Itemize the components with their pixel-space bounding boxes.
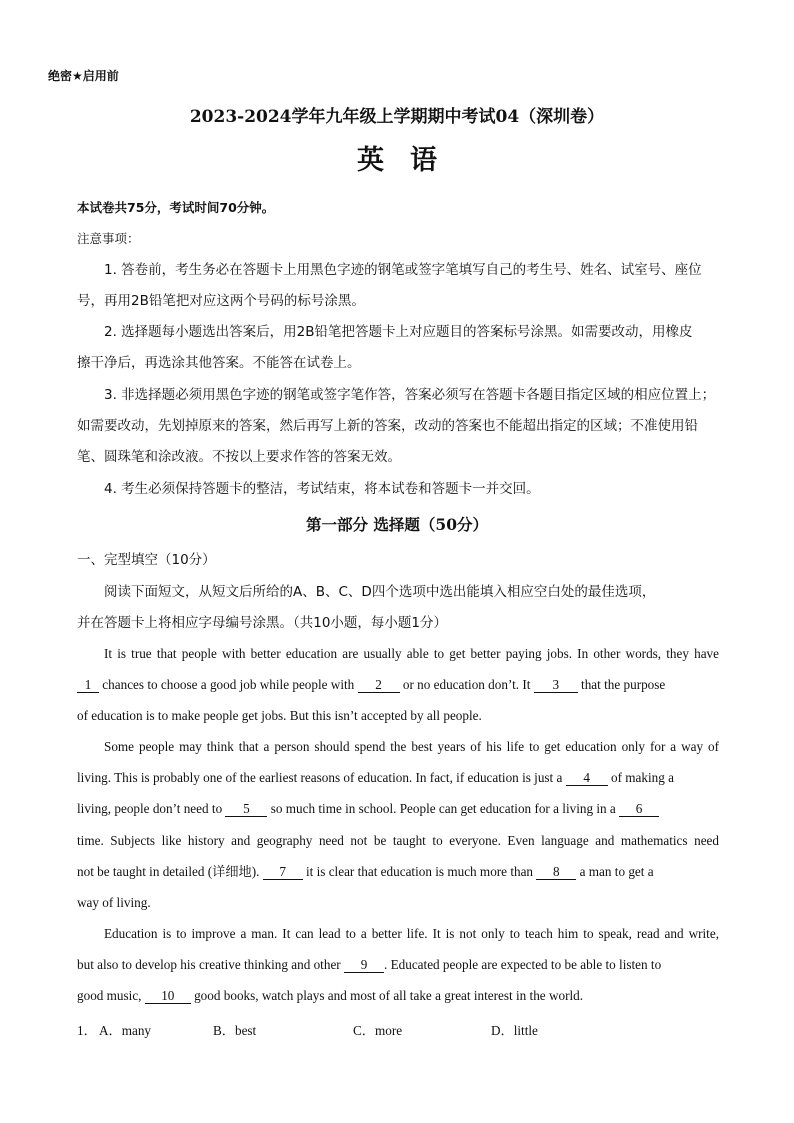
notice-4: 4. 考生必须保持答题卡的整洁，考试结束，将本试卷和答题卡一并交回。: [104, 481, 540, 497]
exam-title: 2023-2024学年九年级上学期期中考试04（深圳卷）: [189, 107, 605, 127]
blank-2[interactable]: 2: [358, 677, 400, 693]
passage-p1-line-1: It is true that people with better education are usually able to get better paying jobs. In other words, they have: [104, 646, 719, 661]
text-segment: good books, watch plays and most of all take a great interest in the world.: [190, 988, 584, 1003]
passage-p2-line-1: Some people may think that a person should spend the best years of his life to get education only for a way of: [104, 739, 719, 754]
instruction-line-2: 并在答题卡上将相应字母编号涂黑。（共10小题，每小题1分）: [77, 615, 448, 631]
notice-1-line-1: 1. 答卷前，考生务必在答题卡上用黑色字迹的钢笔或签字笔填写自己的考生号、姓名、试室号、座位: [104, 262, 702, 278]
text-segment: good music,: [77, 988, 145, 1003]
text-segment: living, people don’t need to: [77, 801, 226, 816]
text-segment: that the purpose: [577, 677, 666, 692]
text-segment: living. This is probably one of the earliest reasons of education. In fact, if education is just a: [77, 770, 566, 785]
notice-2-line-1: 2. 选择题每小题选出答案后，用2B铅笔把答题卡上对应题目的答案标号涂黑。如需要改动，用橡皮: [104, 324, 693, 340]
text-segment: not be taught in detailed (详细地).: [77, 864, 263, 879]
notice-title: 注意事项：: [77, 231, 140, 246]
text-segment: so much time in school. People can get education for a living in a: [267, 801, 620, 816]
passage-p3-line-1: Education is to improve a man. It can lead to a better life. It is not only to teach him to speak, read and write,: [104, 926, 719, 941]
text-segment: but also to develop his creative thinking and other: [77, 957, 344, 972]
notice-3-line-3: 笔、圆珠笔和涂改液。不按以上要求作答的答案无效。: [77, 449, 401, 465]
blank-8[interactable]: 8: [536, 864, 576, 880]
notice-2-line-2: 擦干净后，再选涂其他答案。不能答在试卷上。: [77, 355, 361, 371]
subject-title: 英语: [357, 145, 463, 176]
text-segment: or no education don’t. It: [399, 677, 534, 692]
instruction-line-1: 阅读下面短文，从短文后所给的A、B、C、D四个选项中选出能填入相应空白处的最佳选项，: [104, 584, 656, 600]
blank-3[interactable]: 3: [534, 677, 578, 693]
passage-p2-line-2: [77, 769, 719, 787]
passage-p2-line-5: [77, 863, 719, 881]
passage-p2-line-3: [77, 800, 719, 818]
blank-6[interactable]: 6: [619, 801, 659, 817]
part-title: 一、完型填空（10分）: [77, 552, 216, 568]
passage-p2-line-6: way of living.: [77, 895, 151, 910]
blank-1[interactable]: 1: [77, 677, 99, 693]
option-d[interactable]: D．little: [491, 1023, 538, 1038]
blank-7[interactable]: 7: [263, 864, 303, 880]
option-c[interactable]: C．more: [353, 1023, 403, 1038]
notice-3-line-1: 3. 非选择题必须用黑色字迹的钢笔或签字笔作答，答案必须写在答题卡各题目指定区域的相应位置上；: [104, 387, 716, 403]
notice-1-line-2: 号，再用2B铅笔把对应这两个号码的标号涂黑。: [77, 293, 365, 309]
text-segment: of making a: [607, 770, 674, 785]
blank-5[interactable]: 5: [225, 801, 267, 817]
text-segment: chances to choose a good job while people with: [99, 677, 358, 692]
blank-9[interactable]: 9: [344, 957, 384, 973]
text-segment: a man to get a: [576, 864, 654, 879]
question-1-number: 1．: [77, 1023, 97, 1038]
passage-p1-line-2: [77, 676, 719, 694]
text-segment: . Educated people are expected to be able to listen to: [383, 957, 662, 972]
text-segment: it is clear that education is much more than: [302, 864, 537, 879]
option-b[interactable]: B．best: [213, 1023, 257, 1038]
passage-p2-line-4: time. Subjects like history and geography need not be taught to everyone. Even language and mathematics need: [77, 833, 719, 848]
passage-p1-line-3: of education is to make people get jobs. But this isn’t accepted by all people.: [77, 708, 482, 723]
blank-10[interactable]: 10: [145, 988, 191, 1004]
score-time-info: 本试卷共75分，考试时间70分钟。: [77, 200, 275, 215]
section-title: 第一部分 选择题（50分）: [306, 515, 488, 534]
confidential-label: 绝密★启用前: [48, 69, 119, 83]
passage-p3-line-3: [77, 987, 719, 1005]
option-a[interactable]: A．many: [99, 1023, 152, 1038]
passage-p3-line-2: [77, 956, 719, 974]
blank-4[interactable]: 4: [566, 770, 608, 786]
notice-3-line-2: 如需要改动，先划掉原来的答案，然后再写上新的答案，改动的答案也不能超出指定的区域；不准使用铅: [77, 418, 698, 434]
